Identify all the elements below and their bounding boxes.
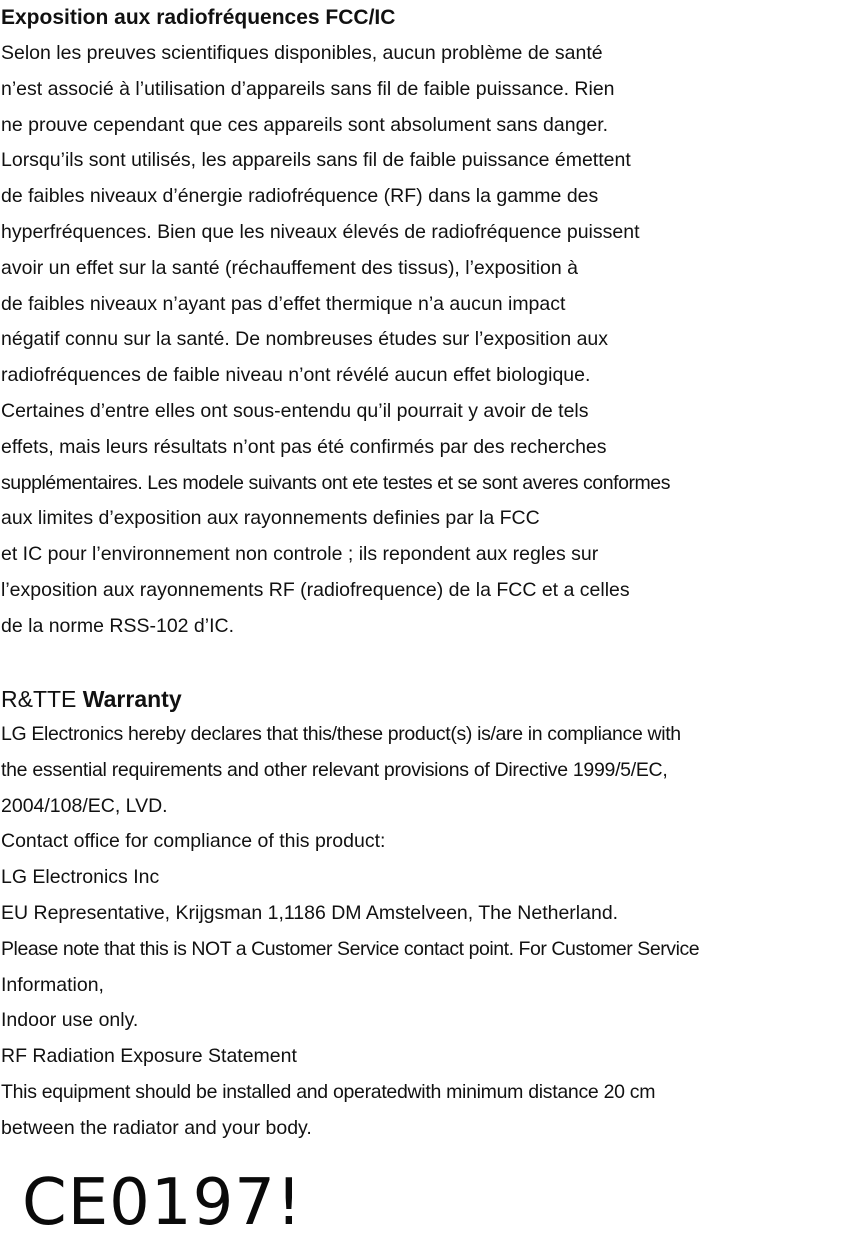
fcc-line: et IC pour l’environnement non controle ; ils repondent aux regles sur [1, 543, 599, 566]
fcc-ic-body [0, 36, 670, 645]
fcc-line: radiofréquences de faible niveau n’ont révélé aucun effet biologique. [1, 364, 591, 387]
ce-mark-label: CE0197! [22, 1166, 303, 1240]
rtte-line: LG Electronics hereby declares that this/these product(s) is/are in compliance with [1, 723, 681, 745]
fcc-line: supplémentaires. Les modele suivants ont ete testes et se sont averes conformes [1, 471, 670, 494]
rtte-line: EU Representative, Krijgsman 1,1186 DM Amstelveen, The Netherland. [1, 901, 619, 924]
fcc-line: Certaines d’entre elles ont sous-entendu qu’il pourrait y avoir de tels [1, 399, 589, 422]
rtte-title-prefix: R&TTE [1, 686, 77, 712]
fcc-line: Selon les preuves scientifiques disponibles, aucun problème de santé [1, 42, 603, 64]
rtte-line: LG Electronics Inc [1, 866, 160, 889]
rtte-title-suffix: Warranty [76, 686, 182, 712]
fcc-line: avoir un effet sur la santé (réchauffement des tissus), l’exposition à [1, 256, 579, 279]
rtte-line: This equipment should be installed and operatedwith minimum distance 20 cm [1, 1080, 656, 1103]
fcc-line: négatif connu sur la santé. De nombreuses études sur l’exposition aux [1, 328, 609, 351]
fcc-line: de la norme RSS-102 d’IC. [1, 614, 235, 637]
fcc-line: ne prouve cependant que ces appareils sont absolument sans danger. [1, 113, 609, 136]
rtte-line: Indoor use only. [1, 1009, 139, 1032]
rtte-line: 2004/108/EC, LVD. [1, 794, 168, 817]
fcc-line: Lorsqu’ils sont utilisés, les appareils sans fil de faible puissance émettent [1, 149, 631, 172]
fcc-line: effets, mais leurs résultats n’ont pas été confirmés par des recherches [1, 435, 607, 458]
rtte-line: between the radiator and your body. [1, 1116, 312, 1139]
rtte-line: Information, [1, 973, 104, 996]
fcc-line: l’exposition aux rayonnements RF (radiofrequence) de la FCC et a celles [1, 578, 630, 601]
fcc-line: aux limites d’exposition aux rayonnements definies par la FCC [1, 507, 540, 530]
fcc-line: de faibles niveaux n’ayant pas d’effet thermique n’a aucun impact [1, 292, 566, 315]
rtte-line: RF Radiation Exposure Statement [1, 1045, 297, 1068]
rtte-line: Please note that this is NOT a Customer Service contact point. For Customer Service [1, 937, 700, 960]
rtte-warranty-title [0, 681, 699, 717]
rtte-line: Contact office for compliance of this product: [1, 830, 386, 853]
rtte-warranty-section [0, 681, 699, 1147]
fcc-line: de faibles niveaux d’énergie radiofréquence (RF) dans la gamme des [1, 185, 599, 208]
rtte-warranty-body [0, 717, 699, 1147]
fcc-line: n’est associé à l’utilisation d’appareils sans fil de faible puissance. Rien [1, 77, 615, 100]
fcc-ic-section [0, 0, 670, 645]
fcc-line: hyperfréquences. Bien que les niveaux élevés de radiofréquence puissent [1, 220, 640, 243]
rtte-line: the essential requirements and other relevant provisions of Directive 1999/5/EC, [1, 758, 668, 781]
fcc-ic-title: Exposition aux radiofréquences FCC/IC [1, 6, 396, 29]
